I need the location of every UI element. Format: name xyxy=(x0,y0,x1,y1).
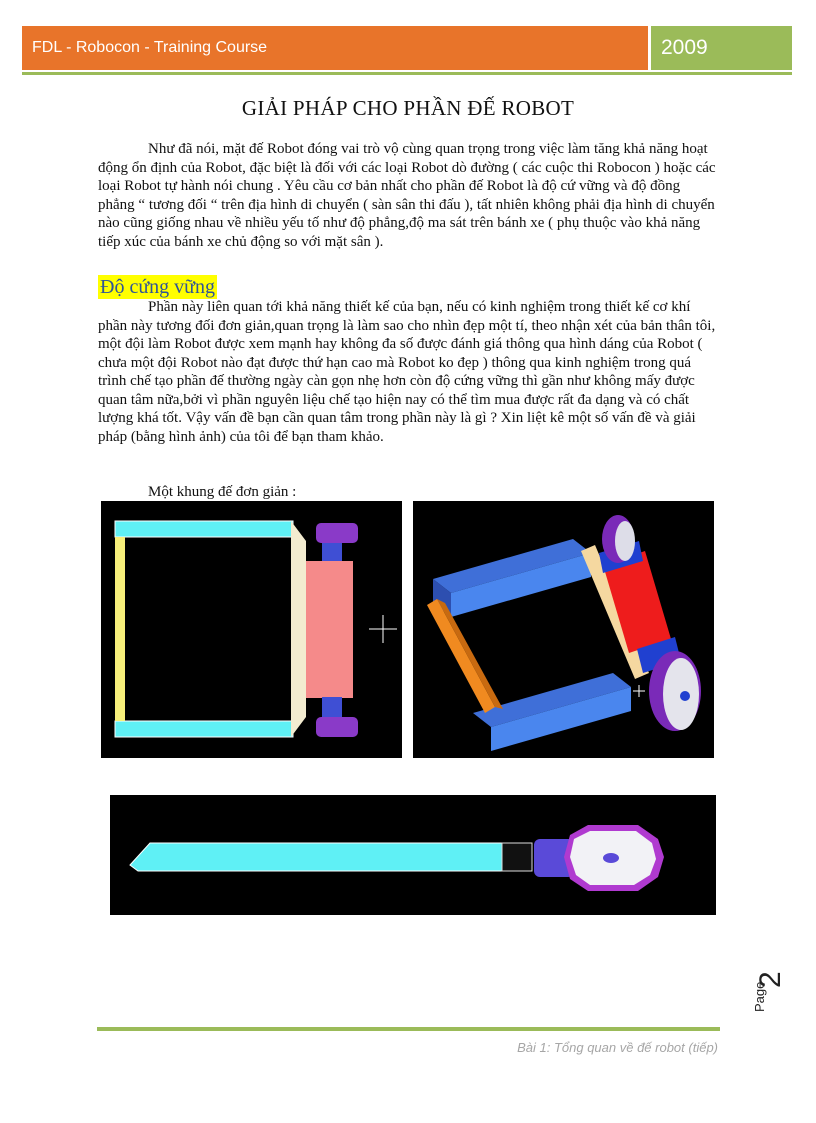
page-title: GIẢI PHÁP CHO PHẦN ĐẾ ROBOT xyxy=(241,96,575,120)
footer-divider xyxy=(97,1027,720,1031)
intro-paragraph: Như đã nói, mặt đế Robot đóng vai trò vộ cùng quan trọng trong việc làm tăng khả năng hoạt động ổn định của Robot, đặc biệt là đối với các loại Robot dò đường ( các cuộc thi Robocon ) hoặc các loại Robot tự hành nói chung . Yêu cầu cơ bản nhất cho phần đế Robot là độ cứ vững và độ đồng phẳng “ tương đối “ trên địa hình di chuyển ( sàn sân thi đấu ), tất nhiên không phải địa hình di chuyển nào cũng giống nhau về nhiều yếu tố như độ phẳng,độ ma sát trên bánh xe ( phụ thuộc vào khả năng tiếp xúc của bánh xe chủ động so với mặt sân ). xyxy=(98,141,716,250)
page-number: 2 xyxy=(754,971,787,988)
page-label: Page xyxy=(752,981,767,1012)
header-year: 2009 xyxy=(661,36,708,59)
section-heading: Độ cứng vững xyxy=(100,276,215,298)
header-course-title: FDL - Robocon - Training Course xyxy=(32,39,268,56)
frame-side-view-image xyxy=(110,795,716,915)
footer-lesson-title: Bài 1: Tổng quan về đế robot (tiếp) xyxy=(517,1040,718,1055)
header-year-banner xyxy=(651,26,792,70)
figure-caption: Một khung đế đơn giản : xyxy=(148,484,297,500)
header-divider xyxy=(22,72,792,75)
header-course-banner xyxy=(22,26,648,70)
frame-top-view-image xyxy=(101,501,402,758)
frame-isometric-image xyxy=(413,501,714,758)
rigidity-paragraph: Phần này liên quan tới khả năng thiết kế của bạn, nếu có kinh nghiệm trong thiết kế cơ khí phần này tương đối đơn giản,quan trọng là làm sao cho nhìn đẹp một tí, theo nhận xét của bản thân tôi, một đội làm Robot được xem mạnh hay không đa số được đánh giá thông qua hình dáng của Robot ( chưa một đội Robot nào đạt được thứ hạn cao mà Robot ko đẹp ) thông qua kinh nghiệm trong quá trình chế tạo phần đế thường ngày càn gọn nhẹ hơn còn độ cứng vững thì gần như không mấy được quan tâm nữa,bởi vì phần nguyên liệu chế tạo hiện nay có thể tìm mua được rất đa dạng và có chất lượng khá tốt. Vậy vấn đề bạn cần quan tâm trong phần này là gì ? Xin liệt kê một số vấn đề và giải pháp (bằng hình ảnh) của tôi để bạn tham khảo. xyxy=(98,299,716,445)
